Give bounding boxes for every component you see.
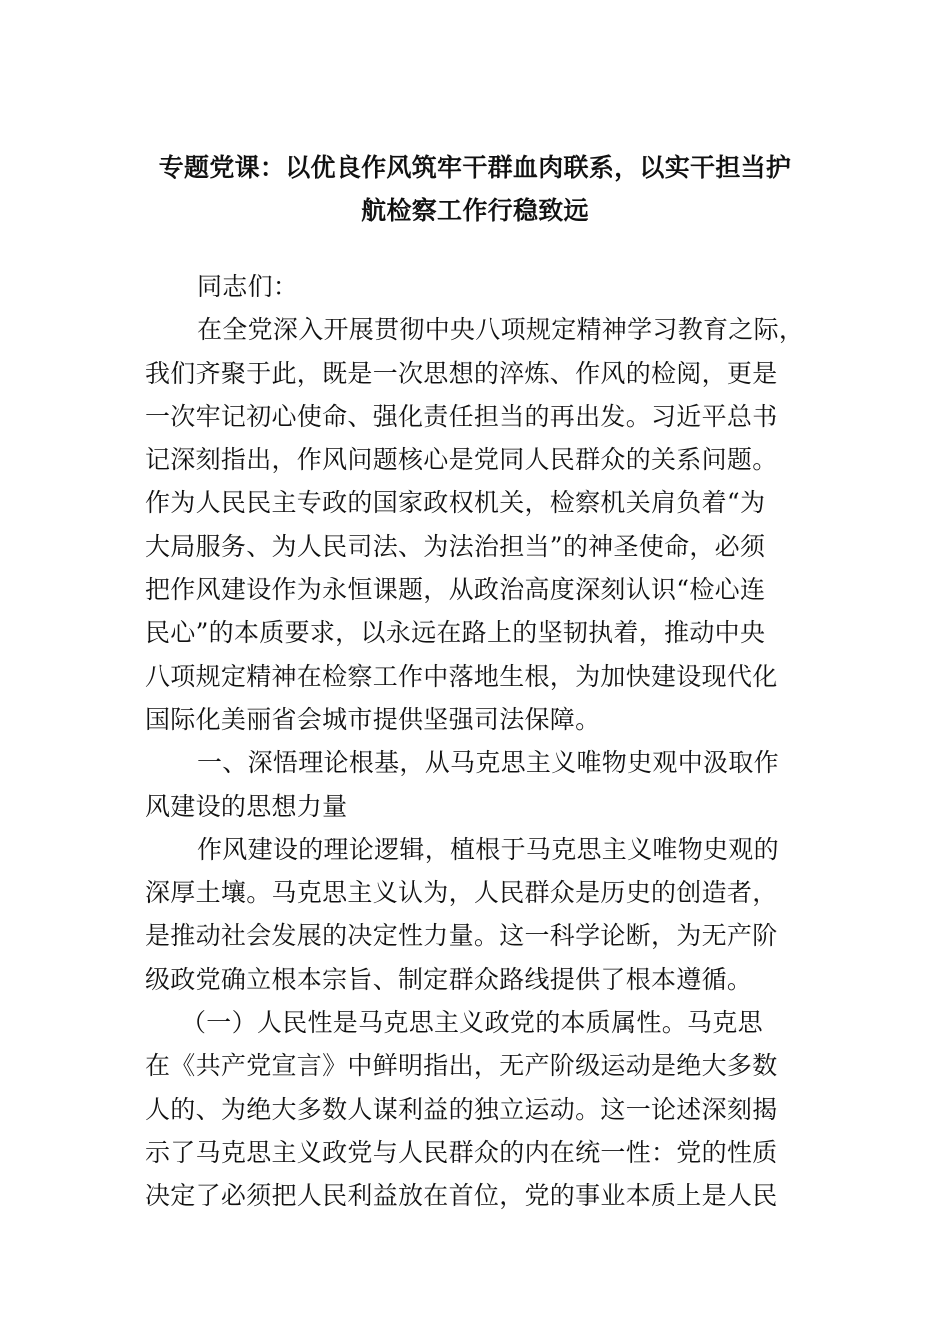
- paragraph-line: 作风建设的理论逻辑，植根于马克思主义唯物史观的: [197, 834, 779, 864]
- paragraph-line: 决定了必须把人民利益放在首位，党的事业本质上是人民: [145, 1181, 778, 1211]
- title-line-1: 专题党课：以优良作风筑牢干群血肉联系，以实干担当护: [158, 153, 792, 182]
- paragraph-line: 示了马克思主义政党与人民群众的内在统一性：党的性质: [145, 1137, 778, 1167]
- paragraph-line: 是推动社会发展的决定性力量。这一科学论断，为无产阶: [145, 921, 778, 951]
- paragraph-line: 在全党深入开展贯彻中央八项规定精神学习教育之际，: [197, 315, 805, 345]
- paragraph-line: 国际化美丽省会城市提供坚强司法保障。: [145, 704, 601, 734]
- document-title: [145, 146, 805, 233]
- paragraph-line: 民心”的本质要求，以永远在路上的坚韧执着，推动中央: [145, 618, 766, 648]
- section-heading: 一、深悟理论根基，从马克思主义唯物史观中汲取作: [197, 748, 779, 778]
- paragraph-line: 人的、为绝大多数人谋利益的独立运动。这一论述深刻揭: [145, 1094, 778, 1124]
- paragraph-line: 八项规定精神在检察工作中落地生根，为加快建设现代化: [145, 661, 778, 691]
- salutation: 同志们：: [197, 272, 299, 301]
- paragraph-line: 记深刻指出，作风问题核心是党同人民群众的关系问题。: [145, 445, 778, 475]
- paragraph-line: 在《共产党宣言》中鲜明指出，无产阶级运动是绝大多数: [145, 1051, 778, 1081]
- document-body: [145, 265, 807, 1218]
- paragraph-line: 把作风建设作为永恒课题，从政治高度深刻认识“检心连: [145, 575, 766, 605]
- paragraph-line: 深厚土壤。马克思主义认为，人民群众是历史的创造者，: [145, 878, 778, 908]
- paragraph-line: 我们齐聚于此，既是一次思想的淬炼、作风的检阅，更是: [145, 358, 778, 388]
- section-heading: 风建设的思想力量: [145, 791, 348, 821]
- paragraph-line: 作为人民民主专政的国家政权机关，检察机关肩负着“为: [145, 488, 766, 518]
- paragraph-line: 一次牢记初心使命、强化责任担当的再出发。习近平总书: [145, 401, 778, 431]
- paragraph-line: 大局服务、为人民司法、为法治担当”的神圣使命，必须: [145, 531, 766, 561]
- title-line-2: 航检察工作行稳致远: [361, 196, 589, 226]
- subsection-line: （一）人民性是马克思主义政党的本质属性。马克思: [181, 1008, 763, 1038]
- paragraph-line: 级政党确立根本宗旨、制定群众路线提供了根本遵循。: [145, 964, 753, 994]
